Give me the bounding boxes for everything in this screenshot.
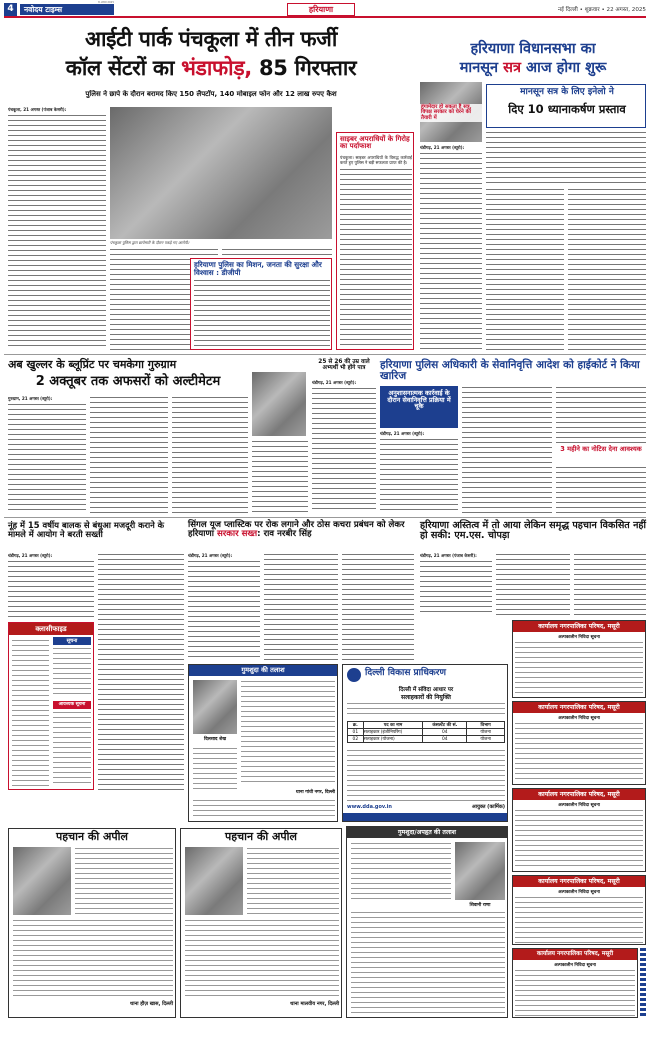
dateline: नई दिल्ली • शुक्रवार • 22 अगस्त, 2025 xyxy=(558,7,646,13)
highcourt-col3-bottom xyxy=(556,466,646,513)
table-header: पद का नाम xyxy=(363,722,423,729)
cyber-title: साइबर अपराधियों के गिरोह का पर्दाफाश xyxy=(340,135,410,151)
missing-right-photo xyxy=(455,842,505,900)
missing-mid-station: थाना मालवीय नगर, दिल्ली xyxy=(290,1001,339,1007)
lead-body-dateline: पंचकूला, 21 अगस्त (पंजाब केसरी): xyxy=(8,107,67,112)
missing-center-footer xyxy=(193,799,335,819)
gurugram-photo xyxy=(252,372,306,436)
table-row xyxy=(348,722,505,729)
lead-photo-caption: पंचकूला पुलिस द्वारा छापेमारी के दौरान पकड़े गए आरोपी। xyxy=(110,240,190,245)
classified-col1 xyxy=(12,639,49,787)
dda-line1: दिल्ली में संविदा आधार पर xyxy=(398,687,454,693)
missing-mid-photo xyxy=(185,847,243,915)
missing-center-text xyxy=(241,680,335,784)
tiny-date-note: 8 अगस्त 2025 xyxy=(98,1,114,4)
missing-right-text xyxy=(351,842,451,902)
missing-center-name: दिलशाद शेख xyxy=(204,737,226,742)
dgp-box-text xyxy=(194,279,330,347)
nuh-headline: नूंह में 15 वर्षीय बालक से बंधुआ मजदूरी कराने के मामले में आयोग ने बरती सख्ती xyxy=(8,520,165,539)
dda-body-text xyxy=(347,749,505,801)
recruit-dateline: चंडीगढ़, 21 अगस्त (ब्यूरो): xyxy=(312,380,357,385)
lead-photo xyxy=(110,107,332,239)
chopra-col1 xyxy=(420,560,492,616)
table-cell: योजना xyxy=(467,729,505,736)
gurugram-headline-line1: अब खुल्लर के ब्लूप्रिंट पर चमकेगा गुरुग्राम xyxy=(8,358,177,371)
assembly-col3 xyxy=(568,188,646,350)
dda-footer-bar xyxy=(343,813,507,821)
municipal-notice-sub: अल्पकालीन निविदा सूचना xyxy=(558,716,600,721)
section-name: हरियाणा xyxy=(287,3,355,16)
cyber-text xyxy=(340,168,412,348)
missing-center-header: गुमशुदा की तलाश xyxy=(189,665,337,676)
inelo-box xyxy=(486,84,646,128)
municipal-notice-sub: अल्पकालीन निविदा सूचना xyxy=(558,635,600,640)
cyber-lead-text: पंचकूला। साइबर अपराधियों के विरुद्ध कार्रवाई करते हुए पुलिस ने बड़ी सफलता प्राप्त की है। xyxy=(340,155,412,166)
classified-box xyxy=(8,622,94,790)
table-cell: 02 xyxy=(348,736,364,743)
lead-headline-line2 xyxy=(8,57,414,79)
chopra-col3 xyxy=(574,553,646,616)
lead-headline-part-b: भंडाफोड़, xyxy=(181,56,252,80)
dda-ad xyxy=(342,664,508,822)
municipal-notice xyxy=(512,620,646,698)
dda-org: दिल्ली विकास प्राधिकरण xyxy=(365,668,446,678)
municipal-notice xyxy=(512,701,646,785)
plastic-col1 xyxy=(188,560,260,660)
highcourt-col2 xyxy=(462,386,552,513)
divider xyxy=(4,354,646,355)
recruit-text xyxy=(312,387,376,513)
gurugram-headline-line2: 2 अक्तूबर तक अफसरों को अल्टीमेटम xyxy=(35,374,221,389)
missing-center-contact xyxy=(193,747,237,793)
gurugram-dateline: गुरुग्राम, 21 अगस्त (ब्यूरो): xyxy=(8,396,53,401)
missing-right-name: शिवानी राणा xyxy=(469,903,491,908)
plastic-headline-part-b: सरकार सख्त xyxy=(216,529,258,540)
inelo-title-line1: मानसून सत्र के लिए इनेलो ने xyxy=(520,87,614,97)
chopra-col2 xyxy=(496,553,570,616)
assembly-headline-line2 xyxy=(420,61,646,76)
lead-body-text xyxy=(8,114,106,350)
missing-mid-header: पहचान की अपील xyxy=(225,830,297,843)
missing-center-notice xyxy=(188,664,338,822)
missing-left-body xyxy=(13,919,173,997)
dda-line2: सलाहकारों की नियुक्ति xyxy=(401,694,451,701)
highcourt-box xyxy=(380,386,458,428)
missing-right-body xyxy=(351,911,505,1015)
assembly-headline-part-a: मानसून xyxy=(459,60,499,76)
table-header: क्र. xyxy=(348,722,364,729)
highcourt-dateline: चंडीगढ़, 21 अगस्त (ब्यूरो): xyxy=(380,431,425,436)
lead-body-col1 xyxy=(8,107,106,350)
municipal-notice-text xyxy=(515,896,643,943)
dda-table xyxy=(347,721,505,743)
municipal-notice-sub: अल्पकालीन निविदा सूचना xyxy=(558,890,600,895)
missing-left-header: पहचान की अपील xyxy=(56,830,128,843)
lead-headline-part-a: कॉल सेंटरों का xyxy=(65,56,175,80)
table-row xyxy=(348,729,505,736)
table-row xyxy=(348,736,505,743)
table-cell: 01 xyxy=(348,729,364,736)
cyber-box xyxy=(336,132,414,350)
highcourt-box-text: अनुशासनात्मक कार्रवाई के दौरान सेवानिवृत्ति प्रक्रिया में चूक xyxy=(387,389,451,411)
highcourt-headline: हरियाणा पुलिस अधिकारी के सेवानिवृत्ति आदेश को हाईकोर्ट ने किया खारिज xyxy=(380,359,640,383)
classified-sub1: सूचना xyxy=(53,637,91,645)
missing-center-station: थाना गांधी नगर, दिल्ली xyxy=(295,790,335,795)
lead-headline-part-c: 85 गिरफ्तार xyxy=(258,56,357,80)
plastic-dateline: चंडीगढ़, 21 अगस्त (ब्यूरो): xyxy=(188,553,233,558)
classified-sub2: आवश्यक सूचना xyxy=(53,701,91,709)
missing-mid-text xyxy=(247,847,339,915)
gurugram-col3 xyxy=(172,396,248,513)
inelo-title-line2: दिए 10 ध्यानाकर्षण प्रस्ताव xyxy=(508,102,626,116)
municipal-notice-sub: अल्पकालीन निविदा सूचना xyxy=(558,803,600,808)
dda-website: www.dda.gov.in xyxy=(347,804,392,810)
plastic-headline-part-a: सिंगल यूज प्लास्टिक पर रोक लगाने और ठोस कचरा प्रबंधन को लेकर हरियाणा xyxy=(188,520,405,540)
highcourt-sub: 3 महीने का नोटिस देना आवश्यक xyxy=(560,445,642,453)
lead-body-col3-top xyxy=(222,248,332,256)
table-cell: 04 xyxy=(423,729,467,736)
table-cell: 04 xyxy=(423,736,467,743)
chopra-dateline: चंडीगढ़, 21 अगस्त (पंजाब केसरी): xyxy=(420,553,477,558)
plastic-headline-part-c: : राव नरबीर सिंह xyxy=(257,529,312,540)
plastic-col3 xyxy=(342,553,414,660)
table-cell: सलाहकार (इंजीनियरिंग) xyxy=(363,729,423,736)
assembly-col1 xyxy=(420,152,482,350)
classified-title: क्लासीफाइड xyxy=(9,623,93,635)
lead-headline-line1: आईटी पार्क पंचकूला में तीन फर्जी xyxy=(84,27,338,51)
missing-center-photo xyxy=(193,680,237,734)
municipal-notice-text xyxy=(515,969,635,1016)
dda-logo-icon xyxy=(347,668,361,682)
lead-subhead: पुलिस ने छापे के दौरान बरामद किए 150 लैपटॉप, 140 मोबाइल फोन और 12 लाख रुपए कैश xyxy=(85,90,337,98)
gurugram-col1 xyxy=(8,403,86,513)
highcourt-col3-top xyxy=(556,386,646,444)
municipal-notice-title: कार्यालय नगरपालिका परिषद, मसूरी xyxy=(513,789,645,800)
municipal-notice-text xyxy=(515,722,643,783)
municipal-notice-text xyxy=(515,809,643,870)
municipal-notice-sub: अल्पकालीन निविदा सूचना xyxy=(554,963,596,968)
masthead xyxy=(4,3,646,18)
municipal-notice-title: कार्यालय नगरपालिका परिषद, मसूरी xyxy=(513,702,645,713)
chopra-headline: हरियाणा अस्तित्व में तो आया लेकिन समृद्ध पहचान विकसित नहीं हो सकी: एम.एस. चोपड़ा xyxy=(420,520,647,542)
assembly-headline-part-b: सत्र xyxy=(503,60,521,76)
assembly-dateline: चंडीगढ़, 21 अगस्त (ब्यूरो): xyxy=(420,145,465,150)
nuh-col1 xyxy=(8,560,94,618)
missing-mid-notice xyxy=(180,828,342,1018)
dgp-box-title: हरियाणा पुलिस का मिशन, जनता की सुरक्षा और विश्वास : डीजीपी xyxy=(194,260,322,277)
classified-col2 xyxy=(53,647,91,697)
table-cell: योजना xyxy=(467,736,505,743)
missing-mid-body xyxy=(185,919,339,997)
gurugram-col4 xyxy=(252,440,308,513)
missing-left-station: थाना हौज़ खास, दिल्ली xyxy=(130,1001,173,1007)
municipal-notice xyxy=(512,948,638,1018)
nuh-dateline: चंडीगढ़, 21 अगस्त (ब्यूरो): xyxy=(8,553,53,558)
highcourt-col1 xyxy=(380,438,458,513)
municipal-notice xyxy=(512,788,646,872)
missing-left-text xyxy=(75,847,173,915)
missing-right-header: गुमशुदा/अपहृत की तलाश xyxy=(347,827,507,838)
municipal-notice-text xyxy=(515,641,643,696)
page-number: 4 xyxy=(4,3,17,16)
dda-intro-text xyxy=(347,702,505,718)
nuh-col2 xyxy=(98,553,184,791)
dgp-box xyxy=(190,258,332,350)
assembly-headline-line1: हरियाणा विधानसभा का xyxy=(470,41,596,57)
paper-name: नवोदय टाइम्स xyxy=(20,4,114,15)
missing-right-notice xyxy=(346,826,508,1018)
missing-left-photo xyxy=(13,847,71,915)
side-barcode xyxy=(640,948,646,1018)
assembly-kicker: हंगामेदार हो सकता है सत्र, विपक्ष सरकार को घेरने की तैयारी में xyxy=(420,104,482,122)
assembly-col2 xyxy=(486,188,564,350)
municipal-notice-title: कार्यालय नगरपालिका परिषद, मसूरी xyxy=(513,876,645,887)
classified-col3 xyxy=(53,711,91,787)
table-header: विभाग xyxy=(467,722,505,729)
dda-sign: आयुक्त (कार्मिक) xyxy=(471,804,505,810)
missing-left-notice xyxy=(8,828,176,1018)
table-header: कंसल्टेंट की सं. xyxy=(423,722,467,729)
municipal-notice-title: कार्यालय नगरपालिका परिषद, मसूरी xyxy=(513,621,645,632)
assembly-headline-part-c: आज होगा शुरू xyxy=(526,60,607,76)
divider xyxy=(4,517,646,518)
plastic-col2 xyxy=(264,553,338,660)
table-cell: सलाहकार (योजना) xyxy=(363,736,423,743)
recruit-title: 25 से 26 की उम्र वाले अभ्यर्थी भी होंगे पात्र xyxy=(318,359,370,372)
inelo-text xyxy=(486,131,646,185)
municipal-notice xyxy=(512,875,646,945)
gurugram-col2 xyxy=(90,396,168,513)
municipal-notice-title: कार्यालय नगरपालिका परिषद, मसूरी xyxy=(513,949,637,960)
plastic-headline xyxy=(188,521,414,539)
